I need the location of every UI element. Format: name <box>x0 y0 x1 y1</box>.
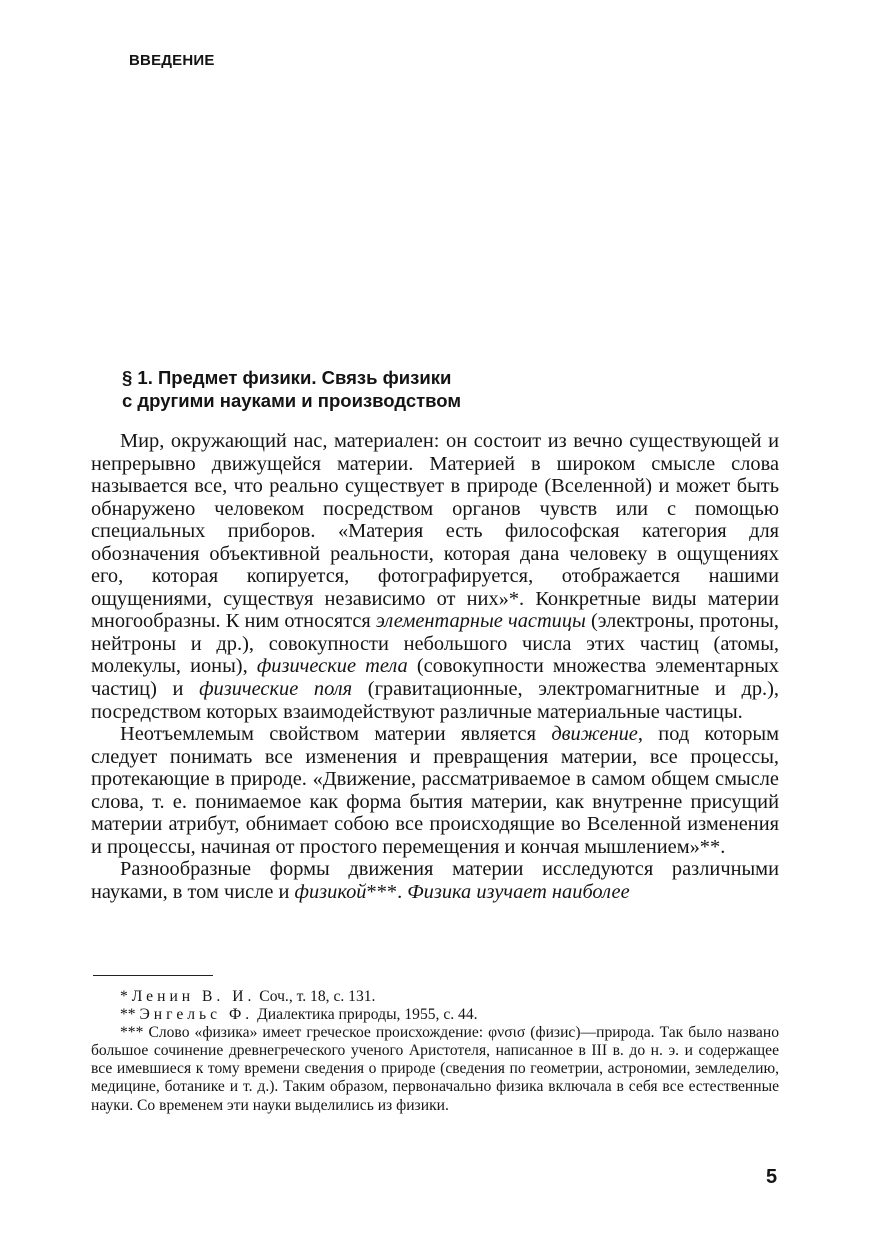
body-text <box>91 430 779 903</box>
footnote-divider <box>93 975 213 976</box>
footnote-2-author: Энгельс Ф. <box>139 1006 254 1024</box>
paragraph-3: Разнообразные формы движения материи исследуются различными науками, в том числе и физикой***. Физика изучает наиболее <box>91 858 779 903</box>
footnote-2: ** Энгельс Ф. Диалектика природы, 1955, с. 44. <box>120 1006 478 1024</box>
footnotes <box>91 988 779 1115</box>
term-physical-fields: физические поля <box>199 678 353 701</box>
footnote-1: * Ленин В. И. Соч., т. 18, с. 131. <box>120 988 376 1005</box>
emphasis-physics-studies: Физика изучает наиболее <box>407 880 630 903</box>
term-physics: физикой <box>294 880 367 903</box>
paragraph-2: Неотъемлемым свойством материи является движение, под которым следует понимать все изменения и превращения материи, все процессы, протекающие в природе. «Движение, рассматриваемое в самом общем смысле слова, т. е. понимаемое как форма бытия материи, как внутренне присущий материи атрибут, обнимает собою все происходящие во Вселенной изменения и процессы, начиная от простого перемещения и кончая мышлением»**. <box>91 723 779 858</box>
footnote-3: *** Слово «физика» имеет греческое происхождение: φνσισ (физис)—природа. Так было названо большое сочинение древнегреческого ученого Аристотеля, написанное в III в. до н. э. и содержащее все имевшиеся к тому времени сведения о природе (сведения по геометрии, астрономии, земледелию, медицине, ботанике и т. д.). Таким образом, первоначально физика включала в себя все естественные науки. Со временем эти науки выделились из физики. <box>91 1024 779 1114</box>
page-number: 5 <box>766 1166 778 1188</box>
section-title-line-2: с другими науками и производством <box>122 390 462 411</box>
section-title <box>122 366 682 412</box>
term-physical-bodies: физические тела <box>256 655 408 678</box>
term-elementary-particles: элементарные частицы <box>375 610 586 633</box>
term-motion: движение <box>551 723 638 746</box>
footnote-1-author: Ленин В. И. <box>131 988 256 1005</box>
section-title-line-1: § 1. Предмет физики. Связь физики <box>122 367 452 388</box>
chapter-heading: ВВЕДЕНИЕ <box>129 52 215 69</box>
paragraph-1: Мир, окружающий нас, материален: он состоит из вечно существующей и непрерывно движущейся материи. Материей в широком смысле слова называется все, что реально существует в природе (Вселенной) и может быть обнаружено человеком посредством органов чувств или с помощью специальных приборов. «Материя есть философская категория для обозначения объективной реальности, которая дана человеку в ощущениях его, которая копируется, фотографируется, отображается нашими ощущениями, существуя независимо от них»*. Конкретные виды материи многообразны. К ним относятся элементарные частицы (электроны, протоны, нейтроны и др.), совокупности небольшого числа этих частиц (атомы, молекулы, ионы), физические тела (совокупности множества элементарных частиц) и физические поля (гравитационные, электромагнитные и др.), посредством которых взаимодействуют различные материальные частицы. <box>91 430 780 723</box>
